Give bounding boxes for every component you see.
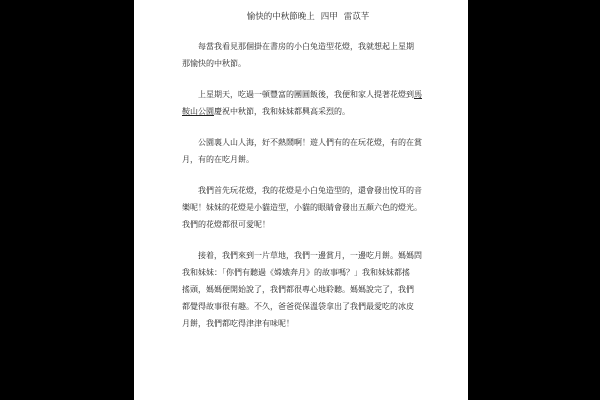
paragraph-4 (182, 182, 434, 233)
paragraph-line: 月，有的在吃月餅。 (182, 155, 254, 164)
paragraph-line: 樂呢！妹妹的花燈是小貓造型，小貓的眼睛會發出五顏六色的燈光。 (182, 203, 422, 212)
paragraph-line: 搖頭，媽媽便開始說了，我們都很專心地聆聽。媽媽說完了，我們 (182, 285, 414, 294)
essay-title: 愉快的中秋節晚上 (246, 12, 315, 22)
paragraph-line: 都覺得故事很有趣。不久，爸爸從保溫袋拿出了我們最愛吃的冰皮 (182, 302, 414, 311)
paragraph-line: 公園裏人山人海，好不熱鬧啊！遊人們有的在玩花燈，有的在賞 (198, 138, 422, 147)
essay (182, 10, 434, 346)
place-name-underlined: 馬 (414, 90, 422, 99)
paragraph-3 (182, 134, 434, 168)
paragraph-2 (182, 86, 434, 120)
paragraph-line: 我們首先玩花燈，我的花燈是小白兔造型的，還會發出悅耳的音 (198, 186, 422, 195)
paragraph-line: 那愉快的中秋節。 (182, 59, 246, 68)
paragraph-line (182, 103, 434, 120)
paragraph-line: 每當我看見那個掛在書房的小白兔造型花燈，我就想起上星期 (198, 42, 414, 51)
paragraph-line (182, 86, 434, 103)
paragraph-line: 接着，我們來到一片草地，我們一邊賞月，一邊吃月餅。媽媽問 (198, 251, 422, 260)
paragraph-line: 我們的花燈都很可愛呢！ (182, 220, 270, 229)
essay-header (182, 10, 434, 24)
document-page (134, 0, 468, 400)
place-name-underlined: 鞍山公園 (182, 107, 214, 116)
class-label: 四甲 (320, 12, 338, 22)
paragraph-line: 我和妹妹：「你們有聽過《嫦娥奔月》的故事嗎？」我和妹妹都搖 (182, 268, 410, 277)
paragraph-1 (182, 38, 434, 72)
author-name: 雷苡芊 (343, 12, 370, 22)
line-text: 慶祝中秋節，我和妹妹都興高采烈的。 (214, 107, 350, 116)
paragraph-5 (182, 247, 434, 332)
line-text: 上星期天，吃過一頓豐富的團圓飯後，我便和家人提著花燈到 (198, 90, 414, 99)
paragraph-line: 月餅，我們都吃得津津有味呢！ (182, 319, 294, 328)
